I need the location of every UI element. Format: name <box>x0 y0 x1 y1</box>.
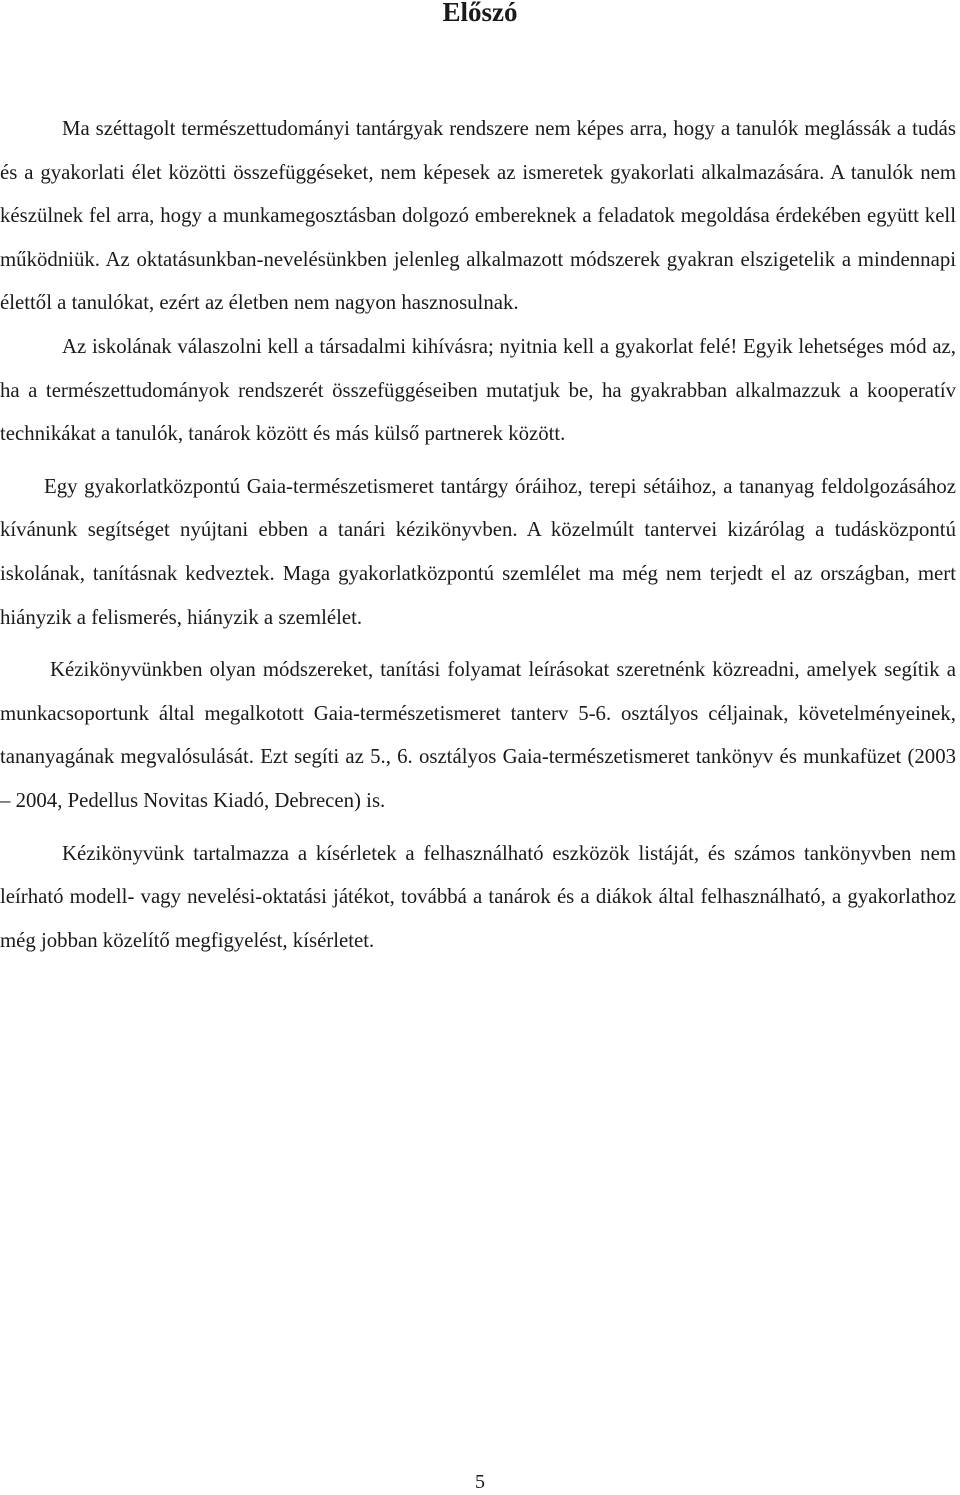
paragraph-5: Kézikönyvünk tartalmazza a kísérletek a felhasználható eszközök listáját, és számos tankönyvben nem leírható modell- vagy nevelési-oktatási játékot, továbbá a tanárok és a diákok által felhasználható, a gyakorlathoz még jobban közelítő megfigyelést, kísérletet. <box>0 841 956 952</box>
page-number: 5 <box>475 1471 485 1493</box>
paragraph-2: Az iskolának válaszolni kell a társadalmi kihívásra; nyitnia kell a gyakorlat felé! Egyik lehetséges mód az, ha a természettudományok rendszerét összefüggéseiben mutatjuk be, ha gyakrabban alkalmazzuk a kooperatív technikákat a tanulók, tanárok között és más külső partnerek között. <box>0 334 956 446</box>
paragraph-3: Egy gyakorlatközpontú Gaia-természetismeret tantárgy óráihoz, terepi sétáihoz, a tananyag feldolgozásához kívánunk segítséget nyújtani ebben a tanári kézikönyvben. A közelmúlt tantervei kizárólag a tudásközpontú iskolának, tanításnak kedveztek. Maga gyakorlatközpontú szemlélet ma még nem terjedt el az országban, mert hiányzik a felismerés, hiányzik a szemlélet. <box>0 474 956 629</box>
page-title: Előszó <box>442 0 518 27</box>
paragraph-1: Ma széttagolt természettudományi tantárgyak rendszere nem képes arra, hogy a tanulók meglássák a tudás és a gyakorlati élet közötti összefüggéseket, nem képesek az ismeretek gyakorlati alkalmazására. A tanulók nem készülnek fel arra, hogy a munkamegosztásban dolgozó embereknek a feladatok megoldása érdekében együtt kell működniük. Az oktatásunkban-nevelésünkben jelenleg alkalmazott módszerek gyakran elszigetelik a mindennapi élettől a tanulókat, ezért az életben nem nagyon hasznosulnak. <box>0 117 956 315</box>
body-text <box>0 107 956 962</box>
paragraph-4: Kézikönyvünkben olyan módszereket, tanítási folyamat leírásokat szeretnénk közreadni, amelyek segítik a munkacsoportunk által megalkotott Gaia-természetismeret tanterv 5-6. osztályos céljainak, követelményeinek, tananyagának megvalósulását. Ezt segíti az 5., 6. osztályos Gaia-természetismeret tankönyv és munkafüzet (2003 – 2004, Pedellus Novitas Kiadó, Debrecen) is. <box>0 658 956 812</box>
